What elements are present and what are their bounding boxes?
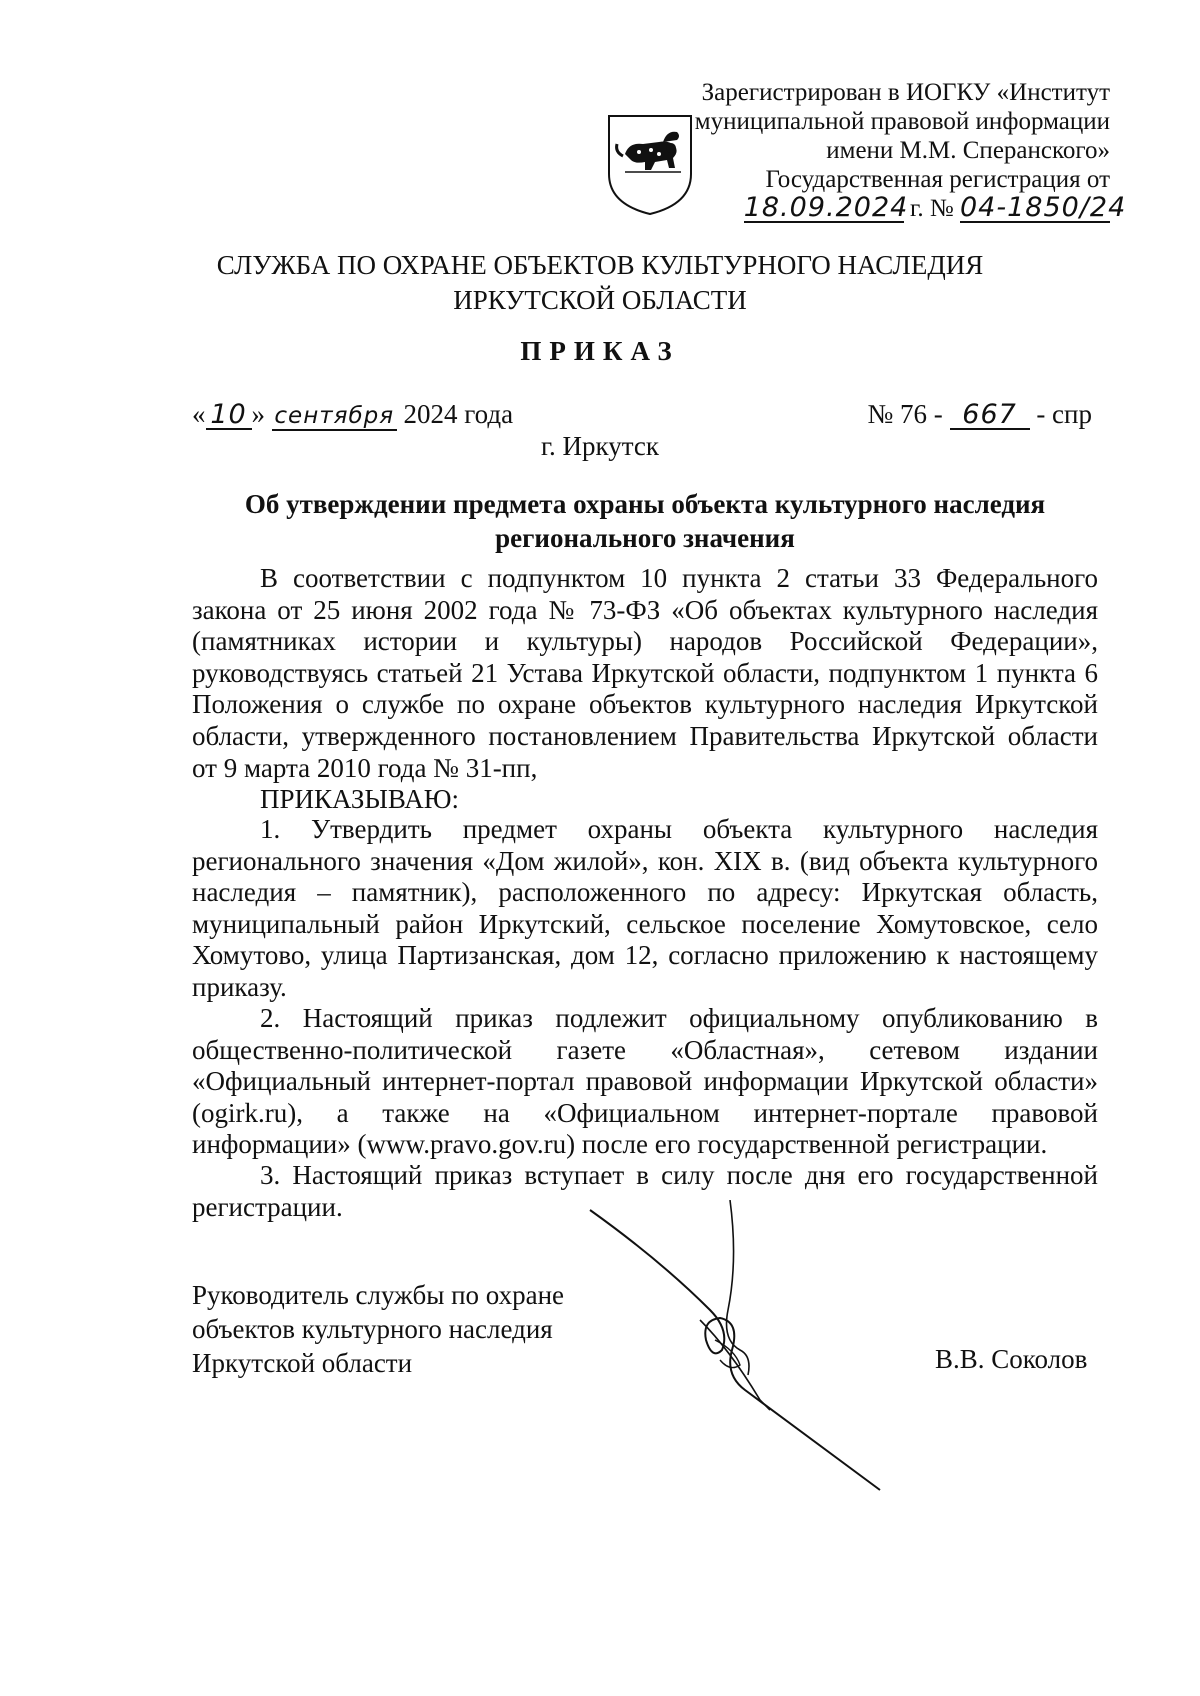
order-item-3: 3. Настоящий приказ вступает в силу после дня его государственной регистрации. [192, 1160, 1098, 1222]
irkutsk-coat-of-arms-icon [605, 112, 695, 218]
order-number [868, 399, 1092, 430]
order-date-row [192, 399, 1092, 433]
registration-line-2: муниципальной правовой информации [694, 108, 1110, 135]
document-title-line-2: регионального значения [495, 523, 795, 553]
order-item-2: 2. Настоящий приказ подлежит официальному опубликованию в общественно-политической газете «Областная», сетевом издании «Официальный интернет-портал правовой информации Иркутской области» (ogirk.ru), а также на «Официальном интернет-портале правовой информации» (www.pravo.gov.ru) после его государственной регистрации. [192, 1003, 1098, 1160]
signatory-name: В.В. Соколов [935, 1344, 1088, 1374]
registration-line-3: имени М.М. Сперанского» [826, 137, 1110, 164]
order-date-quote-close: » [251, 399, 265, 429]
signatory-position-line-3: Иркутской области [192, 1348, 413, 1378]
registration-date-line [640, 192, 1127, 223]
order-date-quote-open: « [192, 399, 206, 429]
registration-line-4: Государственная регистрация от [765, 166, 1110, 193]
preamble-paragraph: В соответствии с подпунктом 10 пункта 2 статьи 33 Федерального закона от 25 июня 2002 года № 73-ФЗ «Об объектах культурного наследия (памятниках истории и культуры) народов Российской Федерации», руководствуясь статьей 21 Устава Иркутской области, подпунктом 1 пункта 6 Положения о службе по охране объектов культурного наследия Иркутской области, утвержденного постановлением Правительства Иркутской области от 9 марта 2010 года № 31-пп, [192, 563, 1098, 783]
signatory-position-line-2: объектов культурного наследия [192, 1314, 553, 1344]
registration-number-label: г. № [909, 195, 954, 222]
registration-number: 04-1850/24 [960, 192, 1127, 223]
document-title [190, 487, 1100, 555]
organization-name-line-2: ИРКУТСКОЙ ОБЛАСТИ [453, 285, 747, 315]
signatory-position-line-1: Руководитель службы по охране [192, 1280, 565, 1310]
city: г. Иркутск [541, 431, 659, 461]
order-item-1: 1. Утвердить предмет охраны объекта культурного наследия регионального значения «Дом жилой», кон. XIX в. (вид объекта культурного наследия – памятник), расположенного по адресу: Иркутская область, муниципальный район Иркутский, сельское поселение Хомутовское, село Хомутово, улица Партизанская, дом 12, согласно приложению к настоящему приказу. [192, 814, 1098, 1002]
registration-block [640, 78, 1127, 223]
order-date [192, 399, 513, 431]
order-date-month: сентября [272, 403, 397, 431]
organization-name [150, 248, 1050, 318]
order-date-year: 2024 года [403, 399, 514, 429]
registration-date: 18.09.2024 [743, 192, 909, 223]
signatory-position [192, 1278, 564, 1380]
order-number-prefix: № 76 - [867, 399, 943, 429]
document-type: ПРИКАЗ [520, 336, 680, 366]
order-number-suffix: - спр [1036, 399, 1092, 429]
order-date-day: 10 [206, 402, 252, 430]
order-number-value: 667 [950, 402, 1030, 430]
document-title-line-1: Об утверждении предмета охраны объекта культурного наследия [244, 489, 1046, 519]
registration-line-1: Зарегистрирован в ИОГКУ «Институт [701, 79, 1110, 106]
decree-word: ПРИКАЗЫВАЮ: [260, 784, 459, 814]
handwritten-signature [580, 1200, 900, 1500]
organization-name-line-1: СЛУЖБА ПО ОХРАНЕ ОБЪЕКТОВ КУЛЬТУРНОГО НАСЛЕДИЯ [216, 250, 984, 280]
